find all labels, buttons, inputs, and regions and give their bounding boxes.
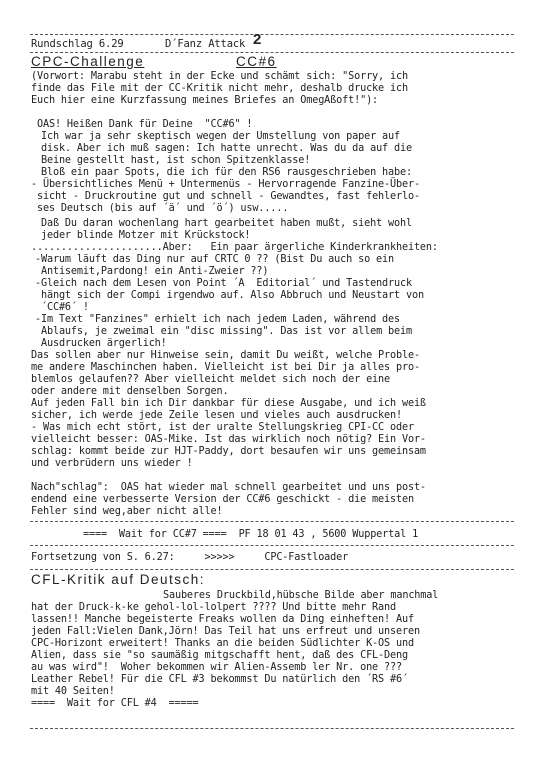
text-line: Antisemit,Pardong! ein Anti-Zweier ??) xyxy=(41,266,269,277)
text-line: oder andere mit denselben Sorgen. xyxy=(31,386,229,397)
header-page-number: 2 xyxy=(253,31,262,48)
text-line: ......................Aber: Ein paar ärgerliche Kinderkrankheiten: xyxy=(31,242,438,253)
text-line: Alien, dass sie "so saumäßig mitgschafft hent, daß des CFL-Deng xyxy=(31,650,408,661)
text-line: (Vorwort: Marabu steht in der Ecke und schämt sich: "Sorry, ich xyxy=(31,71,408,82)
text-line: Ausdrucken ärgerlich! xyxy=(41,338,167,349)
text-line: - Was mich echt stört, ist der uralte Stellungskrieg CPI-CC oder xyxy=(31,422,414,433)
text-line: ses Deutsch (bis auf ´ä´ und ´ö´) usw..... xyxy=(37,203,289,214)
text-line: Leather Rebel! Für die CFL #3 bekommst Du natürlich den ´RS #6´ xyxy=(31,674,408,685)
text-line: CPC-Horizont erweitert! Thanks an die beiden Südlichter K-OS und xyxy=(31,638,414,649)
divider xyxy=(30,545,514,546)
text-line: Daß Du daran wochenlang hart gearbeitet haben mußt, sieht wohl xyxy=(41,218,412,229)
section-title: CPC-Challenge xyxy=(31,54,145,69)
text-line: - Übersichtliches Menü + Untermenüs - Hervorragende Fanzine-Über- xyxy=(31,179,420,190)
text-line: jeder blinde Motzer mit Krückstock! xyxy=(41,230,251,241)
text-line: au was wird"! Woher bekommen wir Alien-Assemb ler Nr. one ??? xyxy=(31,662,402,673)
text-line: Ablaufs, je zweimal ein "disc missing". Das ist vor allem beim xyxy=(41,326,412,337)
closing-line: ==== Wait for CC#7 ==== PF 18 01 43 , 5600 Wuppertal 1 xyxy=(83,529,419,540)
divider xyxy=(30,728,514,729)
text-line: disk. Aber ich muß sagen: Ich hatte unrecht. Was du da auf die xyxy=(41,143,412,154)
text-line: jeden Fall:Vielen Dank,Jörn! Das Teil hat uns erfreut und unseren xyxy=(31,626,420,637)
divider xyxy=(30,521,514,522)
text-line: hat der Druck-k-ke gehol-lol-lolpert ???? Und bitte mehr Rand xyxy=(31,602,396,613)
text-line: Auf jeden Fall bin ich Dir dankbar für diese Ausgabe, und ich weiß xyxy=(31,398,426,409)
text-line: Fehler sind weg,aber nicht alle! xyxy=(31,506,223,517)
text-line: -Im Text "Fanzines" erhielt ich nach jedem Laden, während des xyxy=(35,314,400,325)
text-line: me andere Maschinchen haben. Vielleicht ist bei Dir ja alles pro- xyxy=(31,362,420,373)
text-line: Nach"schlag": OAS hat wieder mal schnell gearbeitet und uns post- xyxy=(31,482,426,493)
continuation-line: Fortsetzung von S. 6.27: >>>>> CPC-Fastloader xyxy=(31,552,349,563)
text-line: sicht - Druckroutine gut und schnell - Gewandtes, fast fehlerlo- xyxy=(37,191,420,202)
text-line: Das sollen aber nur Hinweise sein, damit Du weißt, welche Proble- xyxy=(31,350,420,361)
text-line: OAS! Heißen Dank für Deine "CC#6" ! xyxy=(37,119,253,130)
text-line: blemlos gelaufen?? Aber vielleicht meldet sich noch der eine xyxy=(31,374,391,385)
divider xyxy=(30,34,514,35)
header-issue: Rundschlag 6.29 xyxy=(31,38,124,50)
text-line: -Warum läuft das Ding nur auf CRTC 0 ?? (Bist Du auch so ein xyxy=(35,254,395,265)
text-line: lassen!! Manche begeisterte Freaks wollen da Ding einheften! Auf xyxy=(31,614,414,625)
header-zine-name: D´Fanz Attack xyxy=(165,38,246,50)
text-line: Euch hier eine Kurzfassung meines Briefes an OmegAßoft!"): xyxy=(31,95,379,106)
text-line: ==== Wait for CFL #4 ===== xyxy=(31,698,199,709)
divider xyxy=(30,569,514,570)
text-line: Beine gestellt hast, ist schon Spitzenklasse! xyxy=(41,155,311,166)
divider xyxy=(30,52,514,53)
text-line: -Gleich nach dem Lesen von Point ´A Editorial´ und Tastendruck xyxy=(35,278,412,289)
text-line: hängt sich der Compi irgendwo auf. Also Abbruch und Neustart von xyxy=(41,290,424,301)
text-line: Sauberes Druckbild,hübsche Bilde aber manchmal xyxy=(163,590,439,601)
text-line: schlag: kommt beide zur HJT-Paddy, dort besaufen wir uns gemeinsam xyxy=(31,446,426,457)
text-line: Bloß ein paar Spots, die ich für den RS6 rausgeschrieben habe: xyxy=(41,167,412,178)
text-line: Ich war ja sehr skeptisch wegen der Umstellung von paper auf xyxy=(41,131,401,142)
text-line: und verbrüdern uns wieder ! xyxy=(31,458,193,469)
text-line: finde das File mit der CC-Kritik nicht mehr, deshalb drucke ich xyxy=(31,83,408,94)
section-title-issue: CC#6 xyxy=(236,54,277,69)
text-line: mit 40 Seiten! xyxy=(31,686,115,697)
text-line: vielleicht besser: OAS-Mike. Ist das wirklich noch nötig? Ein Vor- xyxy=(31,434,426,445)
text-line: ´CC#6´ ! xyxy=(41,302,89,313)
subsection-title: CFL-Kritik auf Deutsch: xyxy=(31,572,206,587)
text-line: endend eine verbesserte Version der CC#6 geschickt - die meisten xyxy=(31,494,414,505)
text-line: sicher, ich werde jede Zeile lesen und vieles auch ausdrucken! xyxy=(31,410,402,421)
